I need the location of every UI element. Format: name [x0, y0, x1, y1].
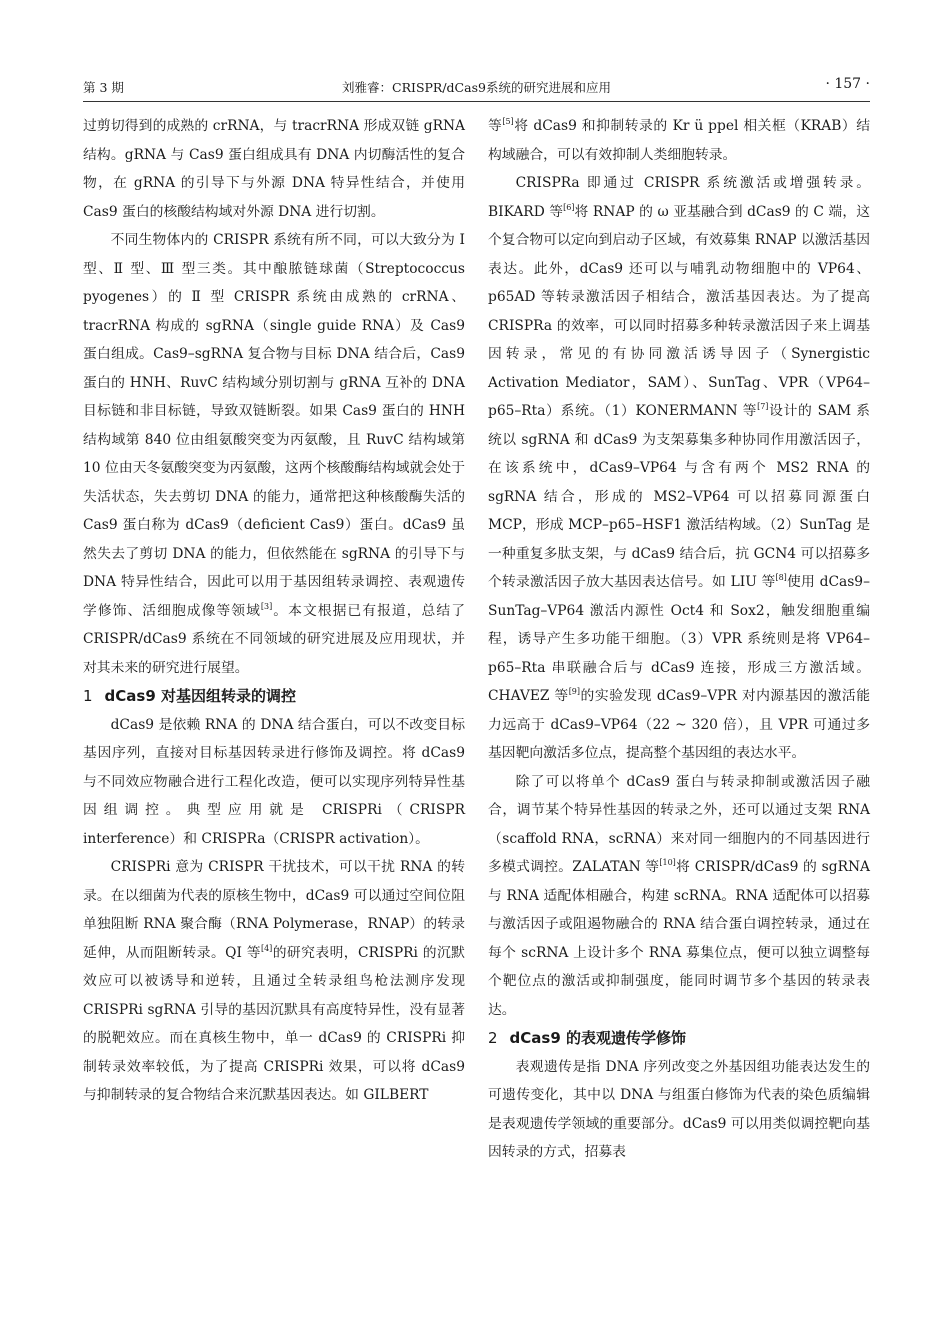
paragraph-text: 等: [488, 118, 503, 134]
paragraph-text: 使用 dCas9–SunTag–VP64 激活内源性 Oct4 和 Sox2，触发细胞重编程，诱导产生多功能干细胞。（3）VPR 系统则是将 VP64–p65–Rta 串联融合后与 dCas9 连接，形成三方激活域。CHAVEZ 等: [488, 574, 871, 704]
section-title: dCas9 的表观遗传学修饰: [509, 1029, 687, 1047]
section-title: dCas9 对基因组转录的调控: [104, 687, 297, 705]
paragraph: [83, 853, 465, 1110]
section-number: 2: [488, 1029, 498, 1047]
paragraph-text: 将 dCas9 和抑制转录的 Kr ü ppel 相关框（KRAB）结构域融合，可以有效抑制人类细胞转录。: [488, 118, 871, 163]
paragraph-text: 将 RNAP 的 ω 亚基融合到 dCas9 的 C 端，这个复合物可以定向到启动子区域，有效募集 RNAP 以激活基因表达。此外，dCas9 还可以与哺乳动物细胞中的 VP64、p65AD 等转录激活因子相结合，激活基因表达。为了提高 CRISPRa 的效率，可以同时招募多种转录激活因子来上调基因转录，常见的有协同激活诱导因子（Synergistic Activation Mediator，SAM）、SunTag、VPR（VP64–p65–Rta）系统。（1）KONERMANN 等: [488, 203, 871, 419]
citation-ref[interactable]: [9]: [568, 687, 581, 696]
citation-ref[interactable]: [5]: [502, 117, 514, 126]
section-number: 1: [83, 687, 93, 705]
left-column: [83, 112, 465, 1110]
citation-ref[interactable]: [4]: [260, 943, 273, 953]
paragraph: [83, 226, 465, 682]
paragraph-text: 的实验发现 dCas9–VPR 对内源基因的激活能力远高于 dCas9–VP64（22 ~ 320 倍），且 VPR 可通过多基因靶向激活多位点，提高整个基因组的表达水平。: [488, 688, 871, 761]
section-heading: [83, 682, 465, 711]
header-rule: [83, 101, 870, 102]
paragraph-text: 。本文根据已有报道，总结了 CRISPR/dCas9 系统在不同领域的研究进展及应用现状，并对其未来的研究进行展望。: [83, 602, 466, 676]
paragraph-text: CRISPRi 意为 CRISPR 干扰技术，可以干扰 RNA 的转录。在以细菌为代表的原核生物中，dCas9 可以通过空间位阻单独阻断 RNA 聚合酶（RNA Polymerase，RNAP）的转录延伸，从而阻断转录。QI 等: [83, 859, 465, 961]
paragraph-text: 不同生物体内的 CRISPR 系统有所不同，可以大致分为 I 型、Ⅱ 型、Ⅲ 型三类。其中酿脓链球菌（Streptococcus pyogenes）的 Ⅱ 型 CRISPR 系统由成熟的 crRNA、tracrRNA 构成的 sgRNA（single guide RNA）及 Cas9 蛋白组成。Cas9–sgRNA 复合物与目标 DNA 结合后，Cas9 蛋白的 HNH、RuvC 结构域分别切割与 gRNA 互补的 DNA 目标链和非目标链，导致双链断裂。如果 Cas9 蛋白的 HNH 结构域第 840 位由组氨酸突变为丙氨酸，且 RuvC 结构域第 10 位由天冬氨酸突变为丙氨酸，这两个核酸酶结构域就会处于失活状态，失去剪切 DNA 的能力，通常把这种核酸酶失活的 Cas9 蛋白称为 dCas9（deficient Cas9）蛋白。dCas9 虽然失去了剪切 DNA 的能力，但依然能在 sgRNA 的引导下与 DNA 特异性结合，因此可以用于基因组转录调控、表观遗传学修饰、活细胞成像等领域: [83, 232, 465, 619]
paragraph: [488, 169, 870, 768]
page-number: · 157 ·: [825, 76, 870, 92]
citation-ref[interactable]: [6]: [563, 202, 575, 212]
citation-ref[interactable]: [10]: [659, 858, 676, 867]
issue-label: 第 3 期: [83, 80, 124, 95]
paragraph: 过剪切得到的成熟的 crRNA，与 tracrRNA 形成双链 gRNA 结构。gRNA 与 Cas9 蛋白组成具有 DNA 内切酶活性的复合物，在 gRNA 的引导下与外源 DNA 特异性结合，并使用 Cas9 蛋白的核酸结构域对外源 DNA 进行切割。: [83, 118, 465, 220]
citation-ref[interactable]: [7]: [757, 402, 769, 411]
paragraph: [488, 768, 870, 1025]
paragraph: [488, 112, 870, 169]
running-header: [83, 76, 870, 100]
paragraph-text: 的研究表明，CRISPRi 的沉默效应可以被诱导和逆转，且通过全转录组鸟枪法测序发现 CRISPRi sgRNA 引导的基因沉默具有高度特异性，没有显著的脱靶效应。而在真核生物中，单一 dCas9 的 CRISPRi 抑制转录效率较低，为了提高 CRISPRi 效果，可以将 dCas9 与抑制转录的复合物结合来沉默基因表达。如 GILBERT: [83, 944, 465, 1103]
paragraph-text: 除了可以将单个 dCas9 蛋白与转录抑制或激活因子融合，调节某个特异性基因的转录之外，还可以通过支架 RNA（scaffold RNA，scRNA）来对同一细胞内的不同基因进行多模式调控。ZALATAN 等: [488, 773, 870, 875]
paragraph: 表观遗传是指 DNA 序列改变之外基因组功能表达发生的可遗传变化，其中以 DNA 与组蛋白修饰为代表的染色质编辑是表观遗传学领域的重要部分。dCas9 可以用类似调控靶向基因转录的方式，招募表: [488, 1058, 870, 1160]
section-heading: [488, 1024, 870, 1053]
paragraph-text: CRISPRa 即通过 CRISPR 系统激活或增强转录。BIKARD 等: [488, 175, 870, 220]
citation-ref[interactable]: [3]: [260, 601, 273, 611]
running-title: 刘雅睿：CRISPR/dCas9系统的研究进展和应用: [342, 80, 611, 95]
paragraph: dCas9 是依赖 RNA 的 DNA 结合蛋白，可以不改变目标基因序列，直接对目标基因转录进行修饰及调控。将 dCas9 与不同效应物融合进行工程化改造，便可以实现序列特异性基因组调控。典型应用就是 CRISPRi（CRISPR interference）和 CRISPRa（CRISPR activation）。: [83, 716, 465, 847]
citation-ref[interactable]: [8]: [775, 573, 787, 582]
paragraph-text: 将 CRISPR/dCas9 的 sgRNA 与 RNA 适配体相融合，构建 scRNA。RNA 适配体可以招募与激活因子或阻遏物融合的 RNA 结合蛋白调控转录，通过在每个 scRNA 上设计多个 RNA 募集位点，便可以独立调整每个靶位点的激活或抑制强度，能同时调节多个基因的转录表达。: [488, 859, 870, 1018]
right-column: [488, 112, 870, 1167]
paragraph-text: 设计的 SAM 系统以 sgRNA 和 dCas9 为支架募集多种协同作用激活因子，在该系统中，dCas9–VP64 与含有两个 MS2 RNA 的 sgRNA 结合，形成的 MS2–VP64 可以招募同源蛋白 MCP，形成 MCP–p65–HSF1 激活结构域。（2）SunTag 是一种重复多肽支架，与 dCas9 结合后，抗 GCN4 可以招募多个转录激活因子放大基因表达信号。如 LIU 等: [488, 403, 870, 590]
